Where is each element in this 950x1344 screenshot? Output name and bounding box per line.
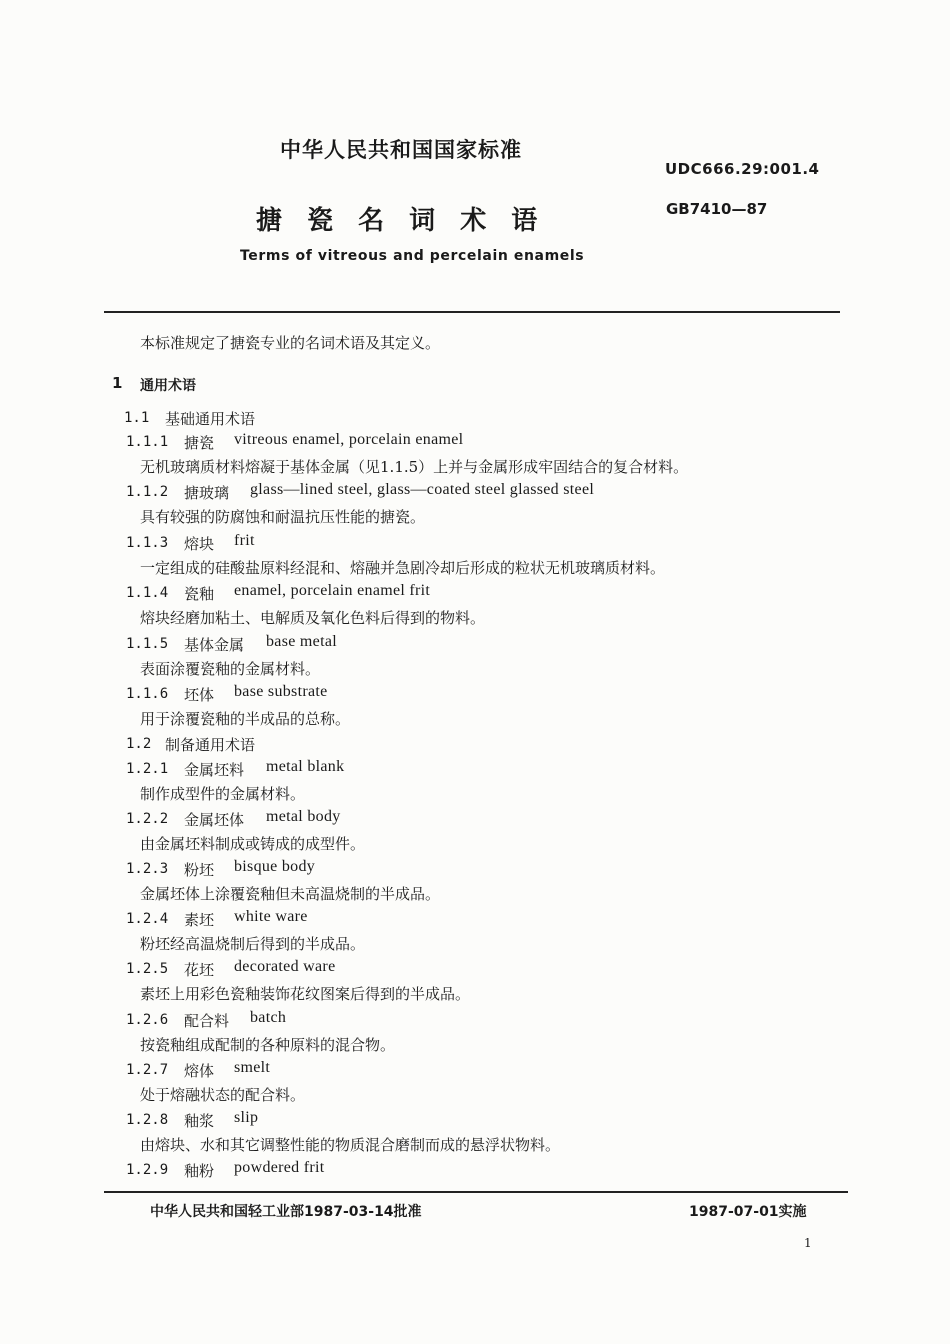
term-chinese: 素坯 bbox=[184, 911, 215, 930]
effective-date: 1987-07-01实施 bbox=[689, 1204, 807, 1220]
term-english: decorated ware bbox=[234, 958, 336, 976]
term-english: white ware bbox=[234, 908, 308, 926]
term-english: glass—lined steel, glass—coated steel glassed steel bbox=[250, 481, 595, 499]
term-definition: 粉坯经高温烧制后得到的半成品。 bbox=[140, 935, 366, 954]
term-english: powdered frit bbox=[234, 1158, 325, 1176]
term-english: vitreous enamel, porcelain enamel bbox=[234, 431, 464, 448]
term-definition: 熔块经磨加粘土、电解质及氧化色料后得到的物料。 bbox=[140, 609, 486, 628]
term-definition: 由金属坯料制成或铸成的成型件。 bbox=[140, 835, 366, 854]
term-number: 1.1.5 bbox=[126, 635, 169, 652]
term-number: 1.2.9 bbox=[126, 1161, 169, 1178]
term-definition: 按瓷釉组成配制的各种原料的混合物。 bbox=[140, 1035, 396, 1054]
subsection-1-1-title: 基础通用术语 bbox=[165, 410, 256, 428]
document-title-cn: 搪 瓷 名 词 术 语 bbox=[256, 206, 546, 236]
standard-org-title: 中华人民共和国国家标准 bbox=[280, 138, 522, 162]
term-english: enamel, porcelain enamel frit bbox=[234, 582, 431, 600]
term-chinese: 釉浆 bbox=[184, 1111, 215, 1130]
term-number: 1.1.2 bbox=[126, 484, 169, 501]
page-number: 1 bbox=[804, 1236, 812, 1250]
term-number: 1.2.2 bbox=[126, 811, 169, 828]
term-chinese: 基体金属 bbox=[184, 635, 245, 654]
term-number: 1.2.1 bbox=[126, 761, 169, 777]
section-1-title: 通用术语 bbox=[140, 378, 196, 394]
term-english: frit bbox=[234, 531, 255, 549]
term-number: 1.2.7 bbox=[126, 1061, 169, 1078]
term-chinese: 瓷釉 bbox=[184, 585, 215, 604]
term-definition: 制作成型件的金属材料。 bbox=[140, 785, 306, 803]
term-definition: 处于熔融状态的配合料。 bbox=[140, 1085, 306, 1104]
section-1-number: 1 bbox=[112, 374, 123, 392]
term-chinese: 釉粉 bbox=[184, 1161, 215, 1180]
term-definition: 素坯上用彩色瓷釉装饰花纹图案后得到的半成品。 bbox=[140, 985, 471, 1004]
term-number: 1.2.4 bbox=[126, 911, 169, 928]
term-chinese: 熔块 bbox=[184, 534, 215, 553]
term-english: base substrate bbox=[234, 683, 328, 700]
gb-code: GB7410—87 bbox=[666, 200, 768, 218]
term-definition: 金属坯体上涂覆瓷釉但未高温烧制的半成品。 bbox=[140, 885, 441, 904]
term-chinese: 金属坯体 bbox=[184, 811, 245, 830]
term-chinese: 坯体 bbox=[184, 686, 215, 704]
term-english: bisque body bbox=[234, 858, 316, 876]
term-definition: 用于涂覆瓷釉的半成品的总称。 bbox=[140, 710, 351, 728]
term-number: 1.1.6 bbox=[126, 686, 169, 702]
term-chinese: 搪玻璃 bbox=[184, 484, 230, 503]
term-chinese: 搪瓷 bbox=[184, 434, 215, 452]
term-definition: 由熔块、水和其它调整性能的物质混合磨制而成的悬浮状物料。 bbox=[140, 1135, 561, 1154]
term-english: base metal bbox=[266, 632, 337, 650]
term-number: 1.2.6 bbox=[126, 1011, 169, 1028]
term-english: slip bbox=[234, 1108, 259, 1126]
subsection-1-2-title: 制备通用术语 bbox=[165, 736, 256, 754]
term-number: 1.1.1 bbox=[126, 434, 169, 450]
term-definition: 无机玻璃质材料熔凝于基体金属（见1.1.5）上并与金属形成牢固结合的复合材料。 bbox=[140, 458, 689, 476]
udc-code: UDC666.29:001.4 bbox=[665, 160, 820, 178]
term-number: 1.2.5 bbox=[126, 961, 169, 978]
term-number: 1.2.8 bbox=[126, 1111, 169, 1128]
term-chinese: 熔体 bbox=[184, 1061, 215, 1080]
term-chinese: 配合料 bbox=[184, 1011, 230, 1030]
term-number: 1.2.3 bbox=[126, 861, 169, 878]
term-english: batch bbox=[250, 1008, 287, 1026]
bottom-rule bbox=[104, 1191, 848, 1193]
term-chinese: 金属坯料 bbox=[184, 761, 245, 779]
term-number: 1.1.3 bbox=[126, 534, 169, 551]
top-rule bbox=[104, 311, 840, 313]
term-english: metal blank bbox=[266, 758, 345, 775]
subsection-1-1-number: 1.1 bbox=[124, 410, 150, 426]
term-number: 1.1.4 bbox=[126, 585, 169, 602]
term-chinese: 花坯 bbox=[184, 961, 215, 980]
term-definition: 表面涂覆瓷釉的金属材料。 bbox=[140, 659, 321, 678]
term-definition: 一定组成的硅酸盐原料经混和、熔融并急剧冷却后形成的粒状无机玻璃质材料。 bbox=[140, 558, 666, 577]
subsection-1-2-number: 1.2 bbox=[126, 736, 152, 752]
approval-text: 中华人民共和国轻工业部1987-03-14批准 bbox=[150, 1204, 422, 1220]
document-title-en: Terms of vitreous and percelain enamels bbox=[240, 248, 585, 264]
intro-text: 本标准规定了搪瓷专业的名词术语及其定义。 bbox=[140, 334, 441, 352]
term-english: metal body bbox=[266, 808, 341, 826]
term-chinese: 粉坯 bbox=[184, 861, 215, 880]
term-definition: 具有较强的防腐蚀和耐温抗压性能的搪瓷。 bbox=[140, 508, 426, 527]
term-english: smelt bbox=[234, 1058, 271, 1076]
